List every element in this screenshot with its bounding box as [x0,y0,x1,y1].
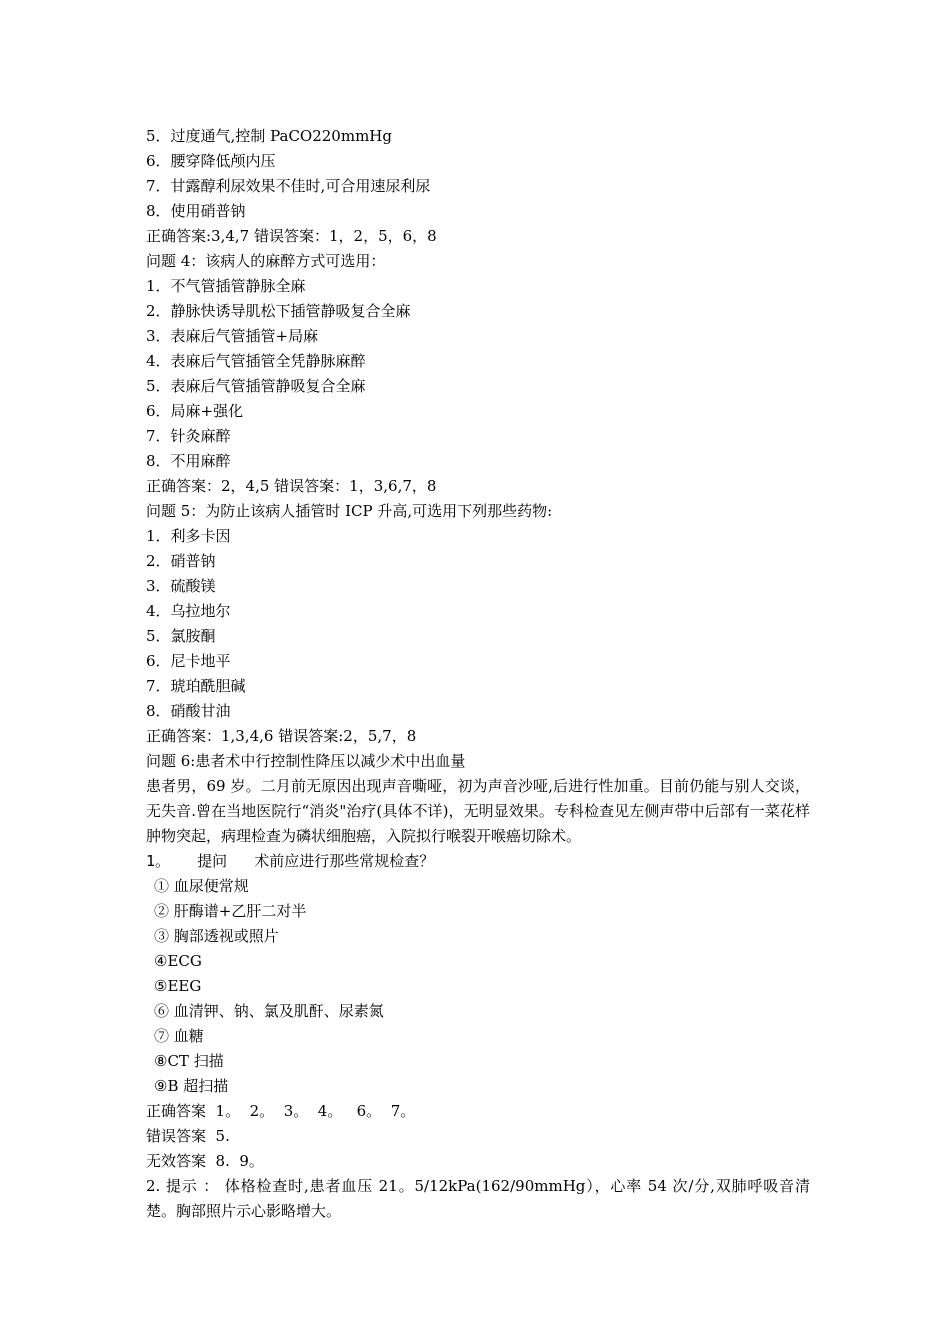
text-line: 1．利多卡因 [146,527,231,545]
text-line: 8．硝酸甘油 [146,702,231,720]
text-line: 5．氯胺酮 [146,627,216,645]
text-line: 2．静脉快诱导肌松下插管静吸复合全麻 [146,302,411,320]
hint-paragraph: 2. 提示 ： 体格检查时,患者血压 21。5/12kPa(162/90mmHg），心率 54 次/分,双肺呼吸音清楚。胸部照片示心影略增大。 [146,1177,810,1220]
option-item: ② 肝酶谱+乙肝二对半 [154,902,307,920]
answer-line: 正确答案:3,4,7 错误答案：1，2，5，6，8 [146,227,437,245]
option-item: ⑥ 血清钾、钠、氯及肌酐、尿素氮 [154,1002,384,1020]
text-line: 7．针灸麻醉 [146,427,231,445]
option-item: ① 血尿便常规 [154,877,249,895]
answer-line: 正确答案：2，4,5 错误答案：1，3,6,7，8 [146,477,437,495]
option-item: ⑨B 超扫描 [154,1077,229,1095]
option-item: ④ECG [154,952,202,970]
option-item: ⑧CT 扫描 [154,1052,224,1070]
text-line: 6．腰穿降低颅内压 [146,152,276,170]
document-page [146,124,810,1224]
text-line: 5．表麻后气管插管静吸复合全麻 [146,377,366,395]
text-line: 3．硫酸镁 [146,577,216,595]
correct-answer-line: 正确答案 1。 2。 3。 4。 6。 7。 [146,1102,416,1120]
text-line: 8．使用硝普钠 [146,202,246,220]
text-line: 6．局麻+强化 [146,402,244,420]
case-description: 患者男，69 岁。二月前无原因出现声音嘶哑，初为声音沙哑,后进行性加重。目前仍能与别人交谈，无失音.曾在当地医院行“消炎"治疗(具体不详)，无明显效果。专科检查见左侧声带中后部有一菜花样肿物突起，病理检查为磷状细胞癌，入院拟行喉裂开喉癌切除术。 [146,777,810,845]
option-item: ⑦ 血糖 [154,1027,204,1045]
question-heading: 问题 5：为防止该病人插管时 ICP 升高,可选用下列那些药物: [146,502,553,520]
text-line: 6．尼卡地平 [146,652,231,670]
text-line: 2．硝普钠 [146,552,216,570]
option-item: ⑤EEG [154,977,202,995]
option-item: ③ 胸部透视或照片 [154,927,279,945]
text-line: 7．琥珀酰胆碱 [146,677,246,695]
text-line: 4．表麻后气管插管全凭静脉麻醉 [146,352,366,370]
wrong-answer-line: 错误答案 5. [146,1127,230,1145]
text-line: 1．不气管插管静脉全麻 [146,277,306,295]
text-line: 3．表麻后气管插管+局麻 [146,327,319,345]
invalid-answer-line: 无效答案 8. 9。 [146,1152,264,1170]
text-line: 4．乌拉地尔 [146,602,231,620]
text-line: 5．过度通气,控制 PaCO220mmHg [146,127,392,145]
text-line: 8．不用麻醉 [146,452,231,470]
text-line: 7．甘露醇利尿效果不佳时,可合用速尿利尿 [146,177,431,195]
question-heading: 问题 4：该病人的麻醉方式可选用： [146,252,386,270]
answer-line: 正确答案：1,3,4,6 错误答案:2，5,7，8 [146,727,417,745]
question-heading: 问题 6:患者术中行控制性降压以减少术中出血量 [146,752,466,770]
question-line: 1。 提问 术前应进行那些常规检查？ [146,852,435,870]
